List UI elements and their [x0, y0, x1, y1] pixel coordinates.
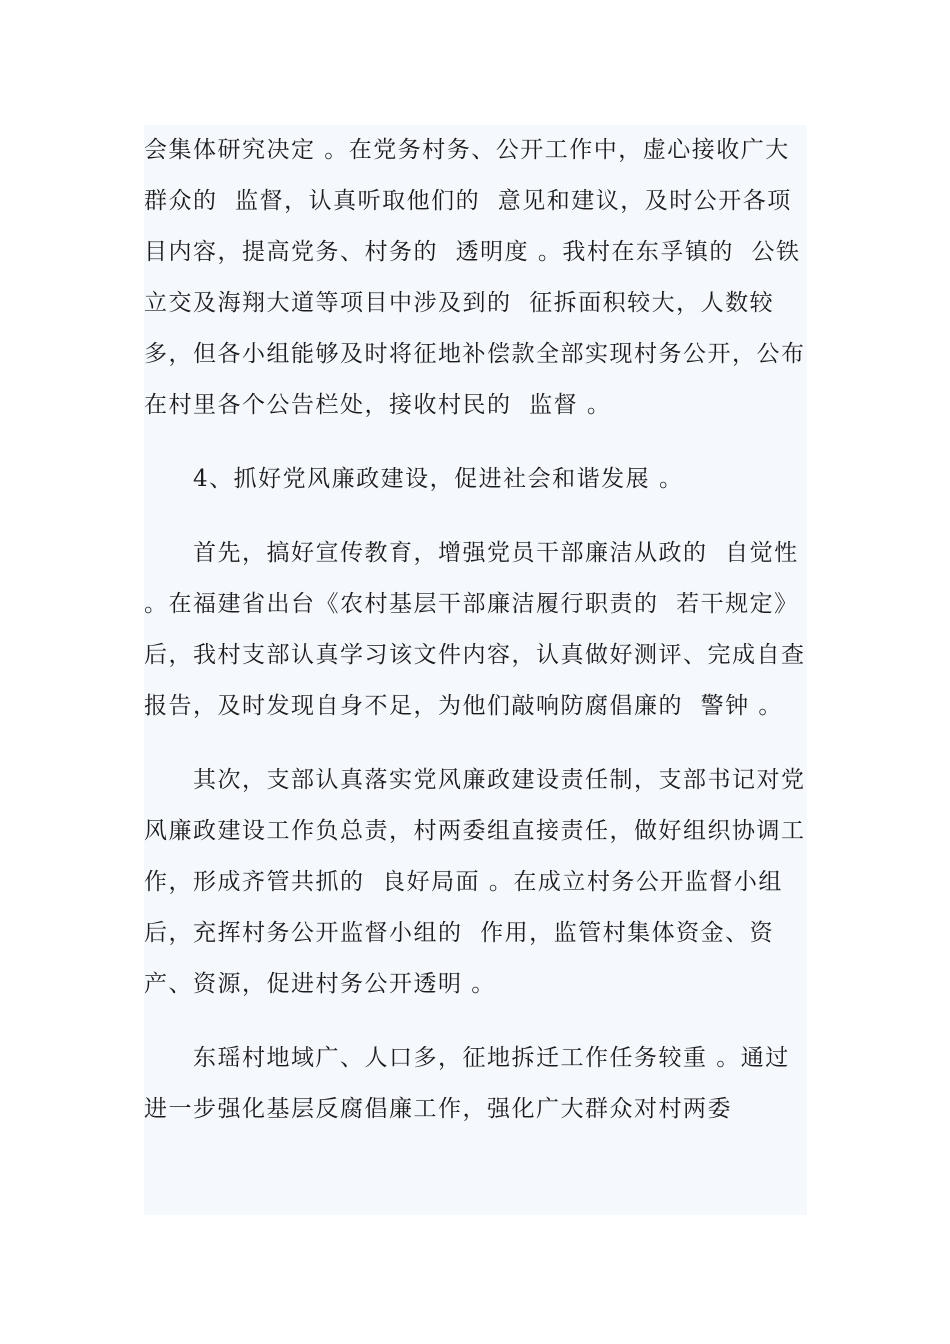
document-text-block: [144, 125, 807, 1215]
paragraph-dongyao-village: 东瑶村地域广、人口多，征地拆迁工作任务较重 。通过进一步强化基层反腐倡廉工作，强化广大群众对村两委: [144, 1045, 790, 1122]
paragraph-village-affairs-openness: 会集体研究决定 。在党务村务、公开工作中，虚心接收广大群众的 监督，认真听取他们的 意见和建议，及时公开各项目内容，提高党务、村务的 透明度 。我村在东孚镇的 公铁立交及海翔大道等项目中涉及到的 征拆面积较大，人数较多，但各小组能够及时将征地补偿款全部实现村务公开，公布在村里各个公告栏处，接收村民的 监督 。: [144, 137, 806, 418]
paragraph-education: 首先，搞好宣传教育，增强党员干部廉洁从政的 自觉性 。在福建省出台《农村基层干部廉洁履行职责的 若干规定》后，我村支部认真学习该文件内容，认真做好测评、完成自查报告，及时发现自身不足，为他们敲响防腐倡廉的 警钟 。: [144, 540, 808, 719]
paragraph-heading-anti-corruption: 4、抓好党风廉政建设，促进社会和谐发展 。: [193, 466, 684, 492]
paragraph-responsibility-system: 其次，支部认真落实党风廉政建设责任制，支部书记对党风廉政建设工作负总责，村两委组直接责任，做好组织协调工作，形成齐管共抓的 良好局面 。在成立村务公开监督小组后，充挥村务公开监督小组的 作用，监管村集体资金、资产、资源，促进村务公开透明 。: [144, 767, 806, 997]
